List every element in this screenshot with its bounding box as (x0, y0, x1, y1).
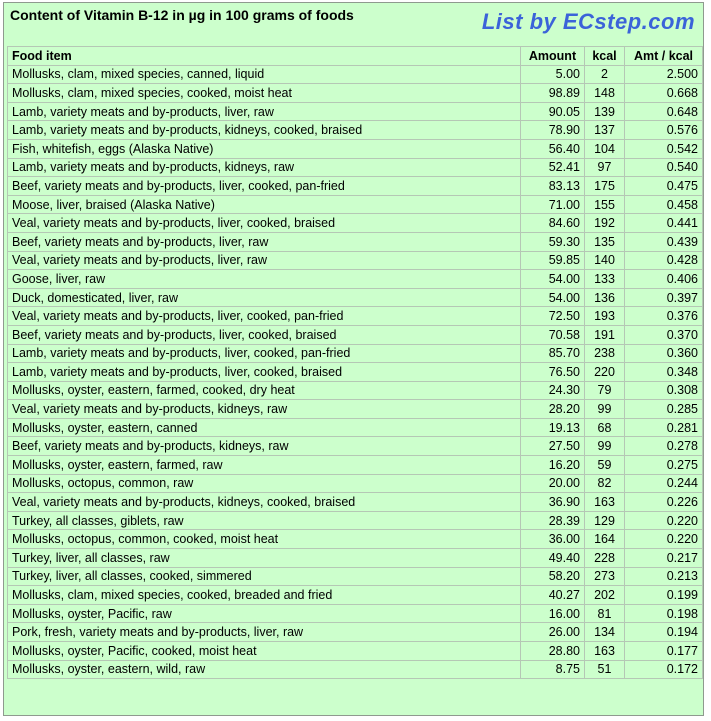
kcal-cell: 68 (585, 418, 625, 437)
kcal-cell: 79 (585, 381, 625, 400)
amt-per-kcal-cell: 0.220 (625, 530, 703, 549)
kcal-cell: 59 (585, 456, 625, 475)
table-row (8, 270, 703, 289)
kcal-cell: 51 (585, 660, 625, 679)
table-row (8, 177, 703, 196)
amount-cell: 59.85 (521, 251, 585, 270)
food-item-cell: Lamb, variety meats and by-products, kidneys, raw (8, 158, 521, 177)
amount-cell: 28.39 (521, 511, 585, 530)
amount-cell: 40.27 (521, 586, 585, 605)
kcal-cell: 81 (585, 604, 625, 623)
page-title: Content of Vitamin B-12 in µg in 100 grams of foods (10, 7, 354, 23)
kcal-cell: 228 (585, 549, 625, 568)
amt-per-kcal-cell: 0.542 (625, 139, 703, 158)
amt-per-kcal-cell: 0.199 (625, 586, 703, 605)
amount-cell: 16.20 (521, 456, 585, 475)
amount-cell: 27.50 (521, 437, 585, 456)
table-row (8, 344, 703, 363)
amt-per-kcal-cell: 0.275 (625, 456, 703, 475)
amt-per-kcal-cell: 0.370 (625, 325, 703, 344)
food-item-cell: Turkey, all classes, giblets, raw (8, 511, 521, 530)
amt-per-kcal-cell: 0.308 (625, 381, 703, 400)
amount-cell: 83.13 (521, 177, 585, 196)
kcal-cell: 238 (585, 344, 625, 363)
amt-per-kcal-cell: 0.213 (625, 567, 703, 586)
amount-cell: 84.60 (521, 214, 585, 233)
kcal-cell: 193 (585, 307, 625, 326)
amount-cell: 54.00 (521, 270, 585, 289)
table-row (8, 102, 703, 121)
table-row (8, 288, 703, 307)
table-row (8, 84, 703, 103)
brand-link[interactable]: List by ECstep.com (481, 9, 695, 34)
table-row (8, 363, 703, 382)
table-row (8, 214, 703, 233)
amt-per-kcal-cell: 0.428 (625, 251, 703, 270)
kcal-cell: 163 (585, 642, 625, 661)
amt-per-kcal-cell: 0.194 (625, 623, 703, 642)
amt-per-kcal-cell: 0.406 (625, 270, 703, 289)
amount-cell: 85.70 (521, 344, 585, 363)
amount-cell: 49.40 (521, 549, 585, 568)
food-item-cell: Beef, variety meats and by-products, liver, cooked, pan-fried (8, 177, 521, 196)
amount-cell: 36.90 (521, 493, 585, 512)
kcal-cell: 134 (585, 623, 625, 642)
food-item-cell: Lamb, variety meats and by-products, liver, cooked, pan-fried (8, 344, 521, 363)
content-frame (3, 2, 704, 716)
kcal-cell: 164 (585, 530, 625, 549)
food-item-cell: Lamb, variety meats and by-products, liver, cooked, braised (8, 363, 521, 382)
food-item-cell: Mollusks, octopus, common, raw (8, 474, 521, 493)
table-row (8, 381, 703, 400)
amt-per-kcal-cell: 0.244 (625, 474, 703, 493)
amt-per-kcal-cell: 0.648 (625, 102, 703, 121)
food-item-cell: Mollusks, octopus, common, cooked, moist heat (8, 530, 521, 549)
amt-per-kcal-cell: 2.500 (625, 65, 703, 84)
table-row (8, 325, 703, 344)
table-row (8, 511, 703, 530)
amt-per-kcal-cell: 0.198 (625, 604, 703, 623)
kcal-cell: 99 (585, 400, 625, 419)
amount-cell: 56.40 (521, 139, 585, 158)
amount-cell: 54.00 (521, 288, 585, 307)
kcal-cell: 99 (585, 437, 625, 456)
kcal-cell: 2 (585, 65, 625, 84)
amount-cell: 78.90 (521, 121, 585, 140)
table-row (8, 195, 703, 214)
amount-cell: 19.13 (521, 418, 585, 437)
amt-per-kcal-cell: 0.172 (625, 660, 703, 679)
food-item-cell: Mollusks, oyster, eastern, farmed, raw (8, 456, 521, 475)
amt-per-kcal-cell: 0.397 (625, 288, 703, 307)
kcal-cell: 129 (585, 511, 625, 530)
kcal-cell: 104 (585, 139, 625, 158)
table-row (8, 65, 703, 84)
table-body (8, 65, 703, 679)
table-row (8, 474, 703, 493)
table-row (8, 604, 703, 623)
kcal-cell: 136 (585, 288, 625, 307)
food-item-cell: Turkey, liver, all classes, raw (8, 549, 521, 568)
amount-cell: 58.20 (521, 567, 585, 586)
kcal-cell: 175 (585, 177, 625, 196)
food-item-cell: Mollusks, oyster, eastern, farmed, cooked, dry heat (8, 381, 521, 400)
amount-cell: 59.30 (521, 232, 585, 251)
amount-cell: 28.20 (521, 400, 585, 419)
header (4, 3, 703, 44)
amt-per-kcal-cell: 0.441 (625, 214, 703, 233)
food-item-cell: Lamb, variety meats and by-products, liver, raw (8, 102, 521, 121)
table-row (8, 660, 703, 679)
amount-cell: 8.75 (521, 660, 585, 679)
amount-cell: 76.50 (521, 363, 585, 382)
food-item-cell: Lamb, variety meats and by-products, kidneys, cooked, braised (8, 121, 521, 140)
column-header-amount: Amount (521, 47, 585, 66)
amt-per-kcal-cell: 0.278 (625, 437, 703, 456)
kcal-cell: 97 (585, 158, 625, 177)
table-row (8, 400, 703, 419)
food-item-cell: Turkey, liver, all classes, cooked, simmered (8, 567, 521, 586)
column-header-amt-per-kcal: Amt / kcal (625, 47, 703, 66)
table-row (8, 549, 703, 568)
table-header-row (8, 47, 703, 66)
food-table (7, 46, 703, 679)
amt-per-kcal-cell: 0.348 (625, 363, 703, 382)
amount-cell: 26.00 (521, 623, 585, 642)
food-item-cell: Veal, variety meats and by-products, liver, cooked, pan-fried (8, 307, 521, 326)
kcal-cell: 191 (585, 325, 625, 344)
amt-per-kcal-cell: 0.217 (625, 549, 703, 568)
amount-cell: 5.00 (521, 65, 585, 84)
food-item-cell: Pork, fresh, variety meats and by-products, liver, raw (8, 623, 521, 642)
food-item-cell: Mollusks, oyster, Pacific, cooked, moist heat (8, 642, 521, 661)
amt-per-kcal-cell: 0.285 (625, 400, 703, 419)
kcal-cell: 82 (585, 474, 625, 493)
food-item-cell: Veal, variety meats and by-products, liver, cooked, braised (8, 214, 521, 233)
kcal-cell: 163 (585, 493, 625, 512)
table-row (8, 418, 703, 437)
food-item-cell: Veal, variety meats and by-products, liver, raw (8, 251, 521, 270)
amount-cell: 16.00 (521, 604, 585, 623)
column-header-food-item: Food item (8, 47, 521, 66)
amt-per-kcal-cell: 0.281 (625, 418, 703, 437)
kcal-cell: 139 (585, 102, 625, 121)
table-row (8, 642, 703, 661)
table-row (8, 530, 703, 549)
amt-per-kcal-cell: 0.226 (625, 493, 703, 512)
food-item-cell: Goose, liver, raw (8, 270, 521, 289)
table-row (8, 567, 703, 586)
amount-cell: 52.41 (521, 158, 585, 177)
food-item-cell: Duck, domesticated, liver, raw (8, 288, 521, 307)
food-item-cell: Mollusks, clam, mixed species, canned, liquid (8, 65, 521, 84)
amount-cell: 20.00 (521, 474, 585, 493)
kcal-cell: 273 (585, 567, 625, 586)
column-header-kcal: kcal (585, 47, 625, 66)
table-row (8, 121, 703, 140)
table-row (8, 493, 703, 512)
table-row (8, 307, 703, 326)
table-row (8, 623, 703, 642)
table-row (8, 139, 703, 158)
food-item-cell: Mollusks, clam, mixed species, cooked, moist heat (8, 84, 521, 103)
amount-cell: 71.00 (521, 195, 585, 214)
amt-per-kcal-cell: 0.177 (625, 642, 703, 661)
amount-cell: 90.05 (521, 102, 585, 121)
kcal-cell: 133 (585, 270, 625, 289)
amt-per-kcal-cell: 0.360 (625, 344, 703, 363)
food-item-cell: Mollusks, oyster, eastern, wild, raw (8, 660, 521, 679)
table-row (8, 456, 703, 475)
table-row (8, 251, 703, 270)
amt-per-kcal-cell: 0.458 (625, 195, 703, 214)
food-item-cell: Fish, whitefish, eggs (Alaska Native) (8, 139, 521, 158)
amount-cell: 24.30 (521, 381, 585, 400)
amt-per-kcal-cell: 0.475 (625, 177, 703, 196)
food-item-cell: Beef, variety meats and by-products, liver, raw (8, 232, 521, 251)
food-item-cell: Beef, variety meats and by-products, liver, cooked, braised (8, 325, 521, 344)
kcal-cell: 137 (585, 121, 625, 140)
amount-cell: 36.00 (521, 530, 585, 549)
amt-per-kcal-cell: 0.576 (625, 121, 703, 140)
amount-cell: 98.89 (521, 84, 585, 103)
kcal-cell: 140 (585, 251, 625, 270)
amt-per-kcal-cell: 0.668 (625, 84, 703, 103)
table-row (8, 586, 703, 605)
food-item-cell: Veal, variety meats and by-products, kidneys, raw (8, 400, 521, 419)
amount-cell: 72.50 (521, 307, 585, 326)
amt-per-kcal-cell: 0.220 (625, 511, 703, 530)
food-item-cell: Mollusks, oyster, eastern, canned (8, 418, 521, 437)
kcal-cell: 220 (585, 363, 625, 382)
amt-per-kcal-cell: 0.540 (625, 158, 703, 177)
kcal-cell: 135 (585, 232, 625, 251)
food-item-cell: Mollusks, oyster, Pacific, raw (8, 604, 521, 623)
kcal-cell: 192 (585, 214, 625, 233)
food-item-cell: Veal, variety meats and by-products, kidneys, cooked, braised (8, 493, 521, 512)
kcal-cell: 155 (585, 195, 625, 214)
food-item-cell: Beef, variety meats and by-products, kidneys, raw (8, 437, 521, 456)
amount-cell: 28.80 (521, 642, 585, 661)
food-item-cell: Moose, liver, braised (Alaska Native) (8, 195, 521, 214)
amt-per-kcal-cell: 0.376 (625, 307, 703, 326)
food-item-cell: Mollusks, clam, mixed species, cooked, breaded and fried (8, 586, 521, 605)
table-row (8, 232, 703, 251)
amt-per-kcal-cell: 0.439 (625, 232, 703, 251)
table-row (8, 437, 703, 456)
kcal-cell: 148 (585, 84, 625, 103)
table-row (8, 158, 703, 177)
kcal-cell: 202 (585, 586, 625, 605)
amount-cell: 70.58 (521, 325, 585, 344)
